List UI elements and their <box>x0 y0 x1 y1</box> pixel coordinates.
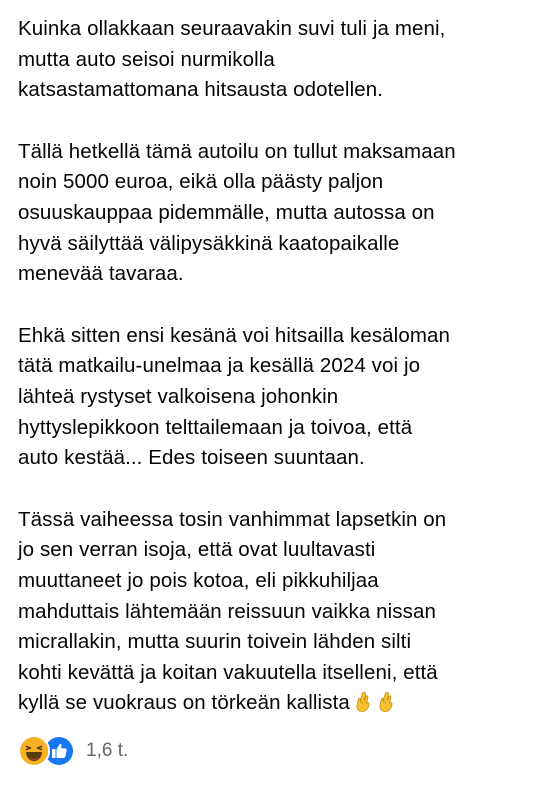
reactions-summary[interactable] <box>18 734 128 768</box>
reaction-count: 1,6 t. <box>86 740 129 761</box>
crossed-fingers-emoji <box>353 691 373 713</box>
post-paragraph: Tällä hetkellä tämä autoilu on tullut maksamaan noin 5000 euroa, eikä olla päästy paljon osuuskauppaa pidemmälle, mutta autossa on hyvä säilyttää välipysäkkinä kaatopaikalle menevää tavaraa. <box>18 139 456 286</box>
post-body <box>18 14 528 719</box>
post-paragraph-text: Tässä vaiheessa tosin vanhimmat lapsetkin on jo sen verran isoja, että ovat luultavasti muuttaneet jo pois kotoa, eli pikkuhiljaa mahduttais lähtemään reissuun vaikka nissan micrallakin, mutta suurin toivein lähden silti kohti kevättä ja koitan vakuutella itselleni, että kyllä se vuokraus on törkeän kallista <box>18 507 447 715</box>
reaction-icons <box>18 735 76 767</box>
post-paragraph: Ehkä sitten ensi kesänä voi hitsailla kesäloman tätä matkailu-unelmaa ja kesällä 2024 voi jo lähteä rystyset valkoisena johonkin hyttyslepikkoon telttailemaan ja toivoa, että auto kestää... Edes toiseen suuntaan. <box>18 323 451 470</box>
crossed-fingers-emoji <box>376 691 396 713</box>
post-paragraph: Kuinka ollakkaan seuraavakin suvi tuli ja meni, mutta auto seisoi nurmikolla katsastamattomana hitsausta odotellen. <box>18 17 446 102</box>
post-paragraph-last <box>18 505 528 719</box>
haha-reaction-icon <box>18 735 50 767</box>
